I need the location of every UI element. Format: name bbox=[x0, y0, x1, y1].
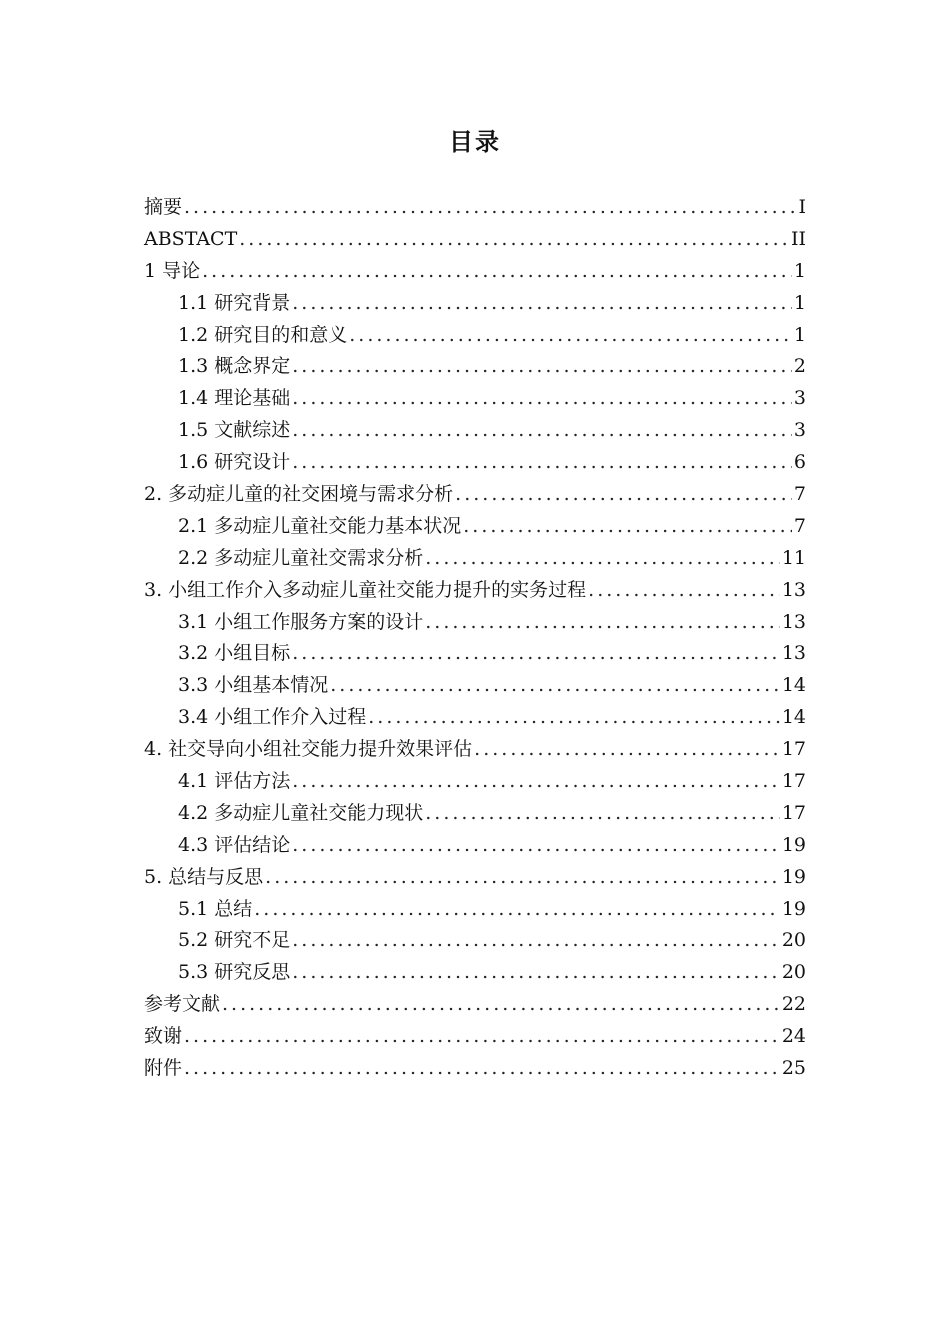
toc-entry[interactable] bbox=[144, 575, 806, 607]
toc-dot-leader bbox=[588, 575, 780, 607]
toc-entry[interactable] bbox=[144, 798, 806, 830]
toc-entry[interactable] bbox=[144, 702, 806, 734]
toc-dot-leader bbox=[292, 447, 792, 479]
toc-dot-leader bbox=[349, 320, 792, 352]
toc-entry-label: 3.1 小组工作服务方案的设计 bbox=[178, 610, 424, 633]
toc-dot-leader bbox=[292, 351, 792, 383]
toc-entry-page-number: II bbox=[790, 227, 806, 250]
toc-entry-page-number: 22 bbox=[781, 993, 806, 1016]
toc-entry-page-number: 20 bbox=[781, 961, 806, 984]
toc-entry-page-number: 17 bbox=[781, 770, 806, 793]
toc-entry-label: 1.1 研究背景 bbox=[178, 291, 291, 314]
toc-entry-label: 4. 社交导向小组社交能力提升效果评估 bbox=[144, 738, 473, 761]
toc-entry-page-number: 17 bbox=[781, 801, 806, 824]
toc-entry-label: 4.2 多动症儿童社交能力现状 bbox=[178, 801, 424, 824]
toc-entry[interactable] bbox=[144, 670, 806, 702]
toc-dot-leader bbox=[222, 989, 780, 1021]
toc-entry-page-number: 13 bbox=[781, 578, 806, 601]
toc-entry-label: 5.3 研究反思 bbox=[178, 961, 291, 984]
toc-entry-page-number: 13 bbox=[781, 610, 806, 633]
toc-entry-page-number: 19 bbox=[781, 833, 806, 856]
toc-entry[interactable] bbox=[144, 862, 806, 894]
toc-entry-label: 3. 小组工作介入多动症儿童社交能力提升的实务过程 bbox=[144, 578, 587, 601]
toc-entry-page-number: 1 bbox=[793, 291, 806, 314]
toc-entry[interactable] bbox=[144, 288, 806, 320]
toc-dot-leader bbox=[425, 607, 780, 639]
toc-entry-label: 参考文献 bbox=[144, 993, 221, 1016]
toc-entry-label: 3.4 小组工作介入过程 bbox=[178, 706, 367, 729]
toc-entry[interactable] bbox=[144, 383, 806, 415]
toc-entry-page-number: 17 bbox=[781, 738, 806, 761]
toc-dot-leader bbox=[330, 670, 780, 702]
toc-entry-label: 3.2 小组目标 bbox=[178, 642, 291, 665]
toc-entry-label: 2.1 多动症儿童社交能力基本状况 bbox=[178, 514, 462, 537]
toc-entry[interactable] bbox=[144, 224, 806, 256]
toc-dot-leader bbox=[265, 862, 780, 894]
toc-dot-leader bbox=[455, 479, 792, 511]
toc-entry[interactable] bbox=[144, 894, 806, 926]
toc-entry-label: 1.4 理论基础 bbox=[178, 387, 291, 410]
toc-entry[interactable] bbox=[144, 734, 806, 766]
toc-entry-label: 1.3 概念界定 bbox=[178, 355, 291, 378]
toc-dot-leader bbox=[184, 1053, 780, 1085]
toc-entry-label: 摘要 bbox=[144, 196, 183, 218]
toc-entry-label: 1.6 研究设计 bbox=[178, 451, 291, 474]
toc-dot-leader bbox=[292, 957, 780, 989]
toc-entry[interactable] bbox=[144, 766, 806, 798]
toc-dot-leader bbox=[463, 511, 792, 543]
toc-entry-page-number: 14 bbox=[781, 674, 806, 697]
toc-entry-label: 2.2 多动症儿童社交需求分析 bbox=[178, 546, 424, 569]
toc-entry-page-number: 2 bbox=[793, 355, 806, 378]
toc-entry-page-number: 11 bbox=[781, 546, 806, 569]
toc-entry[interactable] bbox=[144, 957, 806, 989]
toc-entry-label: 1 导论 bbox=[144, 259, 201, 282]
toc-entry[interactable] bbox=[144, 479, 806, 511]
toc-dot-leader bbox=[292, 830, 780, 862]
toc-entry-page-number: 1 bbox=[793, 259, 806, 282]
toc-entry[interactable] bbox=[144, 830, 806, 862]
toc-entry[interactable] bbox=[144, 607, 806, 639]
toc-entry-page-number: 19 bbox=[781, 897, 806, 920]
toc-entry-page-number: 14 bbox=[781, 706, 806, 729]
toc-entry-label: 1.5 文献综述 bbox=[178, 419, 291, 442]
toc-entry-label: 5.2 研究不足 bbox=[178, 929, 291, 952]
toc-dot-leader bbox=[292, 925, 780, 957]
toc-dot-leader bbox=[254, 894, 780, 926]
toc-entry-page-number: 24 bbox=[781, 1025, 806, 1048]
toc-dot-leader bbox=[425, 798, 780, 830]
toc-entry-page-number: 7 bbox=[793, 483, 806, 506]
toc-dot-leader bbox=[474, 734, 780, 766]
toc-entry-label: 3.3 小组基本情况 bbox=[178, 674, 329, 697]
toc-entry-label: 4.1 评估方法 bbox=[178, 770, 291, 793]
toc-entry-label: 致谢 bbox=[144, 1025, 183, 1048]
toc-entry[interactable] bbox=[144, 511, 806, 543]
toc-entry[interactable] bbox=[144, 192, 806, 224]
toc-dot-leader bbox=[184, 192, 796, 224]
toc-entry-page-number: 6 bbox=[793, 451, 806, 474]
toc-entry[interactable] bbox=[144, 1053, 806, 1085]
toc-entry-label: 5.1 总结 bbox=[178, 897, 253, 920]
toc-entry-label: 2. 多动症儿童的社交困境与需求分析 bbox=[144, 483, 454, 506]
toc-entry-page-number: 20 bbox=[781, 929, 806, 952]
toc-entry[interactable] bbox=[144, 638, 806, 670]
toc-dot-leader bbox=[292, 288, 792, 320]
toc-entry-label: ABSTACT bbox=[144, 227, 238, 250]
toc-entry[interactable] bbox=[144, 320, 806, 352]
toc-entry[interactable] bbox=[144, 543, 806, 575]
toc-entry[interactable] bbox=[144, 925, 806, 957]
toc-dot-leader bbox=[239, 224, 789, 256]
toc-entry[interactable] bbox=[144, 415, 806, 447]
toc-entry[interactable] bbox=[144, 989, 806, 1021]
toc-entry-label: 1.2 研究目的和意义 bbox=[178, 323, 348, 346]
toc-entry[interactable] bbox=[144, 256, 806, 288]
toc-entry-page-number: 3 bbox=[793, 387, 806, 410]
toc-entry-label: 附件 bbox=[144, 1057, 183, 1080]
page-title: 目录 bbox=[449, 128, 501, 156]
toc-entry[interactable] bbox=[144, 1021, 806, 1053]
toc-dot-leader bbox=[292, 415, 792, 447]
toc-entry-page-number: 13 bbox=[781, 642, 806, 665]
toc-entry-page-number: 25 bbox=[781, 1057, 806, 1080]
toc-dot-leader bbox=[202, 256, 792, 288]
toc-entry-label: 5. 总结与反思 bbox=[144, 865, 264, 888]
toc-entry[interactable] bbox=[144, 447, 806, 479]
toc-entry-label: 4.3 评估结论 bbox=[178, 833, 291, 856]
toc-dot-leader bbox=[425, 543, 780, 575]
toc-dot-leader bbox=[292, 766, 780, 798]
toc-entry-page-number: 3 bbox=[793, 419, 806, 442]
toc-dot-leader bbox=[184, 1021, 780, 1053]
toc-entry-page-number: 19 bbox=[781, 865, 806, 888]
toc-entry-page-number: I bbox=[798, 196, 806, 218]
toc-entry-page-number: 7 bbox=[793, 514, 806, 537]
table-of-contents bbox=[144, 192, 806, 1085]
toc-dot-leader bbox=[368, 702, 780, 734]
toc-dot-leader bbox=[292, 638, 780, 670]
toc-entry-page-number: 1 bbox=[793, 323, 806, 346]
toc-entry[interactable] bbox=[144, 351, 806, 383]
toc-dot-leader bbox=[292, 383, 792, 415]
